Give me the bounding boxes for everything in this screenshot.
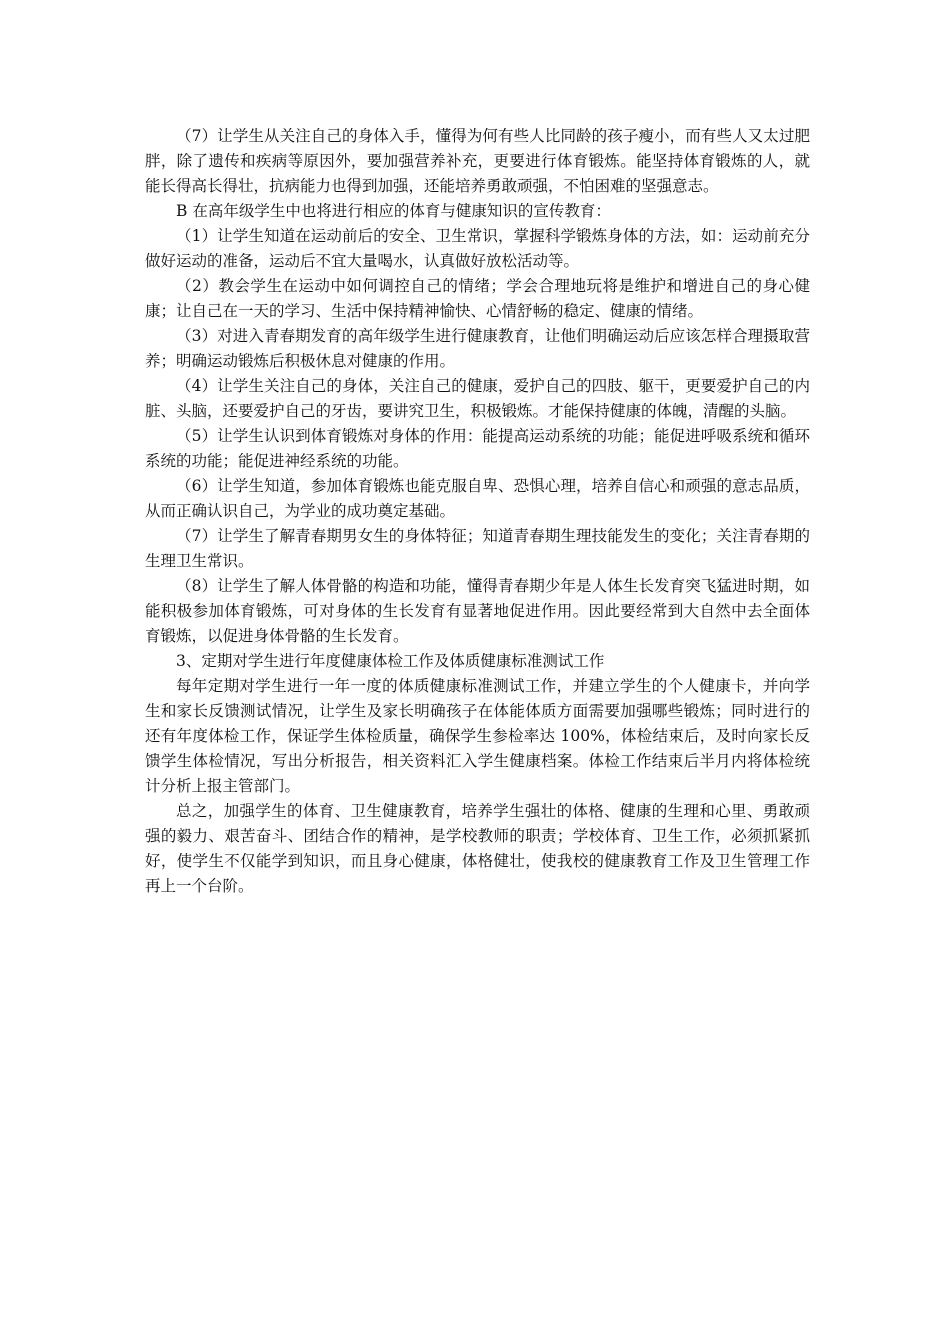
paragraph-item-2: （2）教会学生在运动中如何调控自己的情绪；学会合理地玩将是维护和增进自己的身心健康；让自己在一天的学习、生活中保持精神愉快、心情舒畅的稳定、健康的情绪。 bbox=[145, 277, 810, 320]
paragraph-conclusion: 总之，加强学生的体育、卫生健康教育，培养学生强壮的体格、健康的生理和心里、勇敢顽强的毅力、艰苦奋斗、团结合作的精神，是学校教师的职责；学校体育、卫生工作，必须抓紧抓好，使学生不仅能学到知识，而且身心健康，体格健壮，使我校的健康教育工作及卫生管理工作再上一个台阶。 bbox=[145, 802, 810, 895]
paragraph-item-8: （8）让学生了解人体骨骼的构造和功能，懂得青春期少年是人体生长发育突飞猛进时期，如能积极参加体育锻炼，可对身体的生长发育有显著地促进作用。因此要经常到大自然中去全面体育锻炼，以促进身体骨骼的生长发育。 bbox=[145, 577, 810, 645]
paragraph-item-7-body-shape: （7）让学生从关注自己的身体入手，懂得为何有些人比同龄的孩子瘦小，而有些人又太过肥胖，除了遗传和疾病等原因外，要加强营养补充，更要进行体育锻炼。能坚持体育锻炼的人，就能长得高长得壮，抗病能力也得到加强，还能培养勇敢顽强，不怕困难的坚强意志。 bbox=[145, 127, 810, 195]
section-heading-b: B 在高年级学生中也将进行相应的体育与健康知识的宣传教育： bbox=[176, 202, 611, 220]
paragraph-item-5: （5）让学生认识到体育锻炼对身体的作用：能提高运动系统的功能；能促进呼吸系统和循环系统的功能；能促进神经系统的功能。 bbox=[145, 427, 810, 470]
paragraph-item-1: （1）让学生知道在运动前后的安全、卫生常识，掌握科学锻炼身体的方法，如：运动前充分做好运动的准备，运动后不宜大量喝水，认真做好放松活动等。 bbox=[145, 227, 810, 270]
paragraph-item-4: （4）让学生关注自己的身体，关注自己的健康，爱护自己的四肢、躯干，更要爱护自己的内脏、头脑，还要爱护自己的牙齿，要讲究卫生，积极锻炼。才能保持健康的体魄，清醒的头脑。 bbox=[145, 377, 810, 420]
paragraph-annual-testing: 每年定期对学生进行一年一度的体质健康标准测试工作，并建立学生的个人健康卡，并向学生和家长反馈测试情况，让学生及家长明确孩子在体能体质方面需要加强哪些锻炼；同时进行的还有年度体检工作，保证学生体检质量，确保学生参检率达 100%，体检结束后，及时向家长反馈学生体检情况，写出分析报告，相关资料汇入学生健康档案。体检工作结束后半月内将体检统计分析上报主管部门。 bbox=[145, 677, 810, 795]
paragraph-item-3: （3）对进入青春期发育的高年级学生进行健康教育，让他们明确运动后应该怎样合理摄取营养；明确运动锻炼后积极休息对健康的作用。 bbox=[145, 327, 810, 370]
paragraph-item-6: （6）让学生知道，参加体育锻炼也能克服自卑、恐惧心理，培养自信心和顽强的意志品质，从而正确认识自己，为学业的成功奠定基础。 bbox=[145, 477, 810, 520]
paragraph-item-7-puberty: （7）让学生了解青春期男女生的身体特征；知道青春期生理技能发生的变化；关注青春期的生理卫生常识。 bbox=[145, 527, 810, 570]
section-heading-3: 3、定期对学生进行年度健康体检工作及体质健康标准测试工作 bbox=[176, 652, 605, 670]
document-body bbox=[145, 124, 810, 899]
